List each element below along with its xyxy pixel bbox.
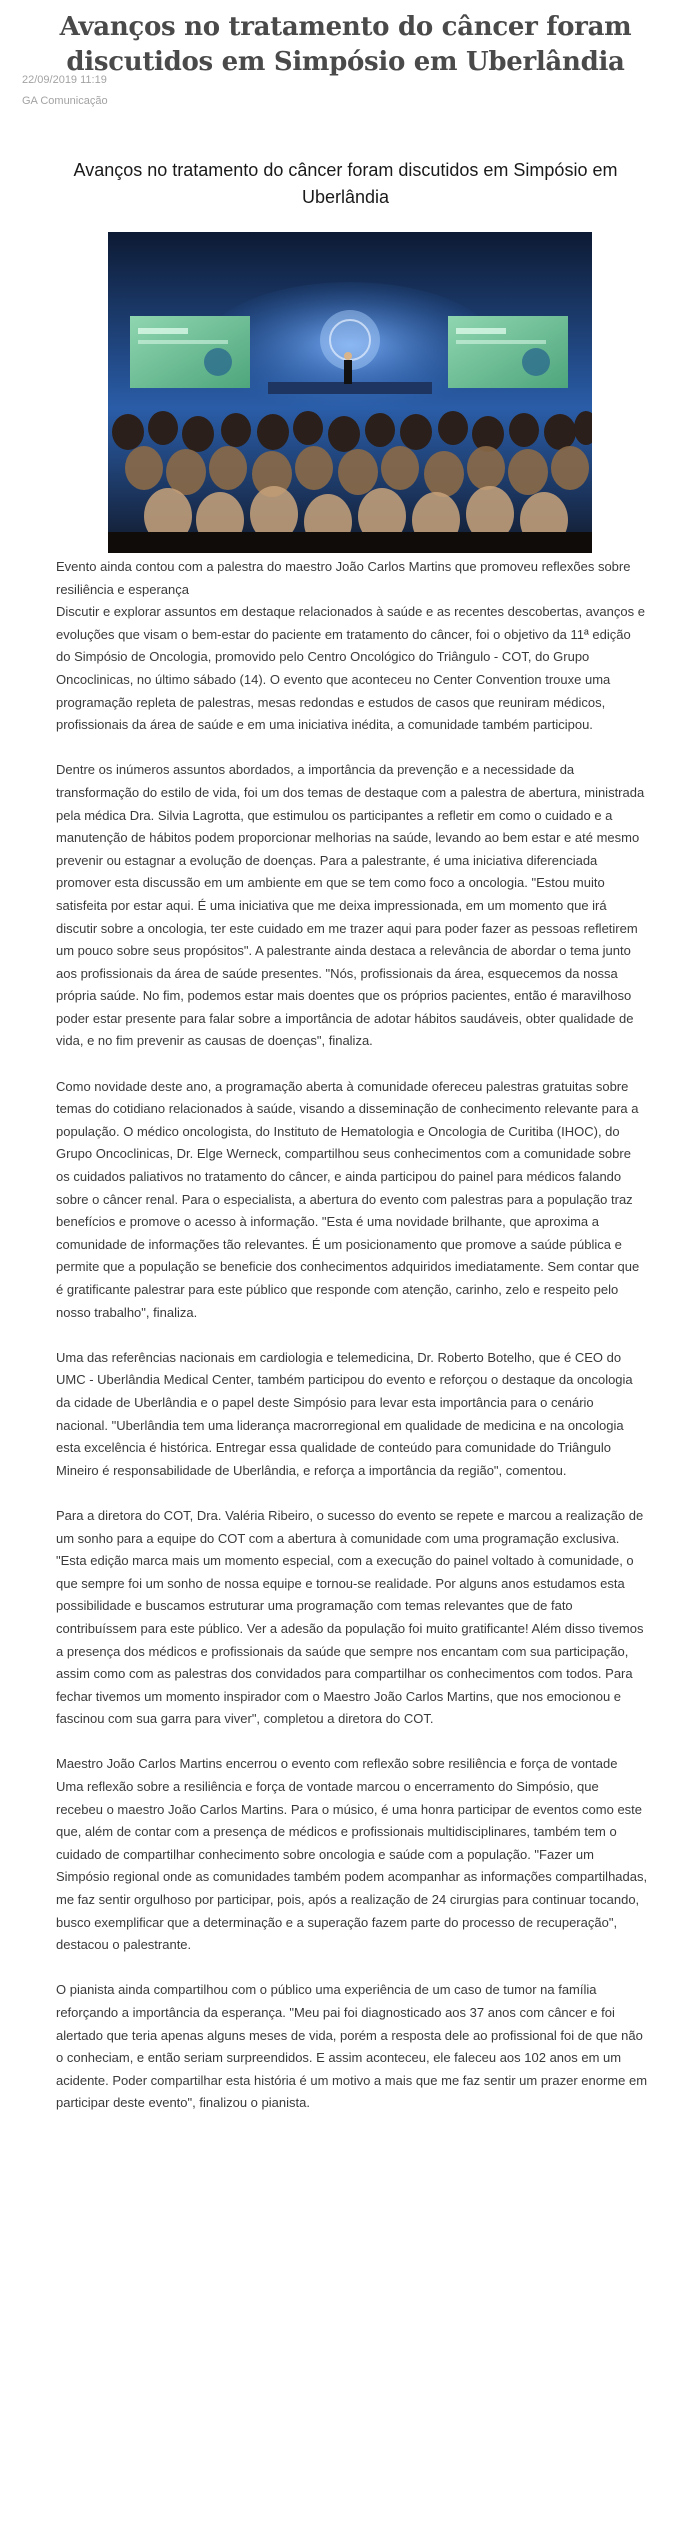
publish-date: 22/09/2019 11:19 [22, 74, 107, 86]
page-title: Avanços no tratamento do câncer foram discutidos em Simpósio em Uberlândia [59, 12, 632, 77]
article-paragraph: Para a diretora do COT, Dra. Valéria Ribeiro, o sucesso do evento se repete e marcou a realização de um sonho para a equipe do COT com a abertura à comunidade com uma programação exclusiva. "Esta edição marca mais um momento especial, com a execução do painel voltado à comunidade, o que sempre foi um sonho de nossa equipe e tornou-se realidade. Por alguns anos estudamos esta possibilidade e buscamos estruturar uma programação com temas relevantes que de fato contribuíssem para este público. Ver a adesão da população foi muito gratificante! Além disso tivemos a presença dos médicos e profissionais da saúde que sempre nos encantam com sua participação, assim como com as palestras dos convidados para compartilhar os conhecimentos com todos. Para fechar tivemos um momento inspirador com o Maestro João Carlos Martins, que nos emocionou e fascinou com sua garra para viver", completou a diretora do COT. [56, 1507, 644, 1727]
article-paragraph: Como novidade deste ano, a programação aberta à comunidade ofereceu palestras gratuitas sobre temas do cotidiano relacionados à saúde, visando a disseminação de conhecimento relevante para a população. O médico oncologista, do Instituto de Hematologia e Oncologia de Curitiba (IHOC), do Grupo Oncoclinicas, Dr. Elge Werneck, compartilhou seus conhecimentos com a comunidade sobre os cuidados paliativos no tratamento do câncer, e ainda participou do painel para médicos falando sobre o câncer renal. Para o especialista, a abertura do evento com palestras para a população traz benefícios e promove o acesso à informação. "Esta é uma novidade brilhante, que aproxima a comunidade de informações tão relevantes. É um posicionamento que promove a saúde pública e permite que a população se beneficie dos conhecimentos adquiridos imediatamente. Sem contar que é gratificante palestrar para este público que responde com atenção, carinho, zelo e respeito pelo nosso trabalho", finaliza. [56, 1078, 640, 1320]
page-header [0, 0, 691, 80]
article-subtitle: Evento ainda contou com a palestra do maestro João Carlos Martins que promoveu reflexões sobre resiliência e esperança [56, 559, 631, 597]
auditorium-illustration [108, 232, 592, 553]
right-screen [448, 316, 568, 388]
article-paragraph: Discutir e explorar assuntos em destaque relacionados à saúde e as recentes descobertas, avanços e evoluções que visam o bem-estar do paciente em tratamento do câncer, foi o objetivo da 11ª edição do Simpósio de Oncologia, promovido pelo Centro Oncológico do Triângulo - COT, do Grupo Oncoclinicas, no último sábado (14). O evento que aconteceu no Center Convention trouxe uma programação repleta de palestras, mesas redondas e estudos de casos que reuniram médicos, profissionais da área de saúde e em uma iniciativa inédita, a comunidade também participou. [56, 604, 645, 733]
article-paragraph: Uma das referências nacionais em cardiologia e telemedicina, Dr. Roberto Botelho, que é CEO do UMC - Uberlândia Medical Center, também participou do evento e reforçou o destaque da oncologia da cidade de Uberlândia e o papel deste Simpósio para levar esta importância para o cenário nacional. "Uberlândia tem uma liderança macrorregional em qualidade de medicina e na oncologia esta excelência é histórica. Entregar essa qualidade de conteúdo para comunidade do Triângulo Mineiro é responsabilidade de Uberlândia, e reforça a importância da região", comentou. [56, 1349, 633, 1478]
article-section-heading: Maestro João Carlos Martins encerrou o evento com reflexão sobre resiliência e força de vontade [56, 1756, 618, 1772]
article-body [56, 556, 648, 2115]
article-paragraph: O pianista ainda compartilhou com o público uma experiência de um caso de tumor na família reforçando a importância da esperança. "Meu pai foi diagnosticado aos 37 anos com câncer e foi alertado que teria apenas alguns meses de vida, porém a resposta dele ao profissional foi de que não o conheciam, e então seriam surpreendidos. E assim aconteceu, ele faleceu aos 102 anos em um acidente. Poder compartilhar esta história é um motivo a mais que me faz sentir um prazer enorme em participar deste evento", finalizou o pianista. [56, 1982, 648, 2111]
left-screen [130, 316, 250, 388]
article-title: Avanços no tratamento do câncer foram discutidos em Simpósio em Uberlândia [73, 160, 618, 207]
article-photo [108, 232, 592, 553]
article-paragraph: Uma reflexão sobre a resiliência e força de vontade marcou o encerramento do Simpósio, que recebeu o maestro João Carlos Martins. Para o músico, é uma honra participar de eventos como este que, além de contar com a presença de médicos e profissionais multidisciplinares, também tem o cuidado de compartilhar conhecimento sobre oncologia e saúde com a população. "Fazer um Simpósio regional onde as comunidades também podem acompanhar as informações compartilhadas, me faz sentir orgulhoso por participar, pois, após a realização de 24 cirurgias para continuar tocando, busco exemplificar que a determinação e a superação fazem parte do processo de recuperação", destacou o palestrante. [56, 1779, 648, 1953]
article-paragraph: Dentre os inúmeros assuntos abordados, a importância da prevenção e a necessidade da transformação do estilo de vida, foi um dos temas de destaque com a palestra de abertura, ministrada pela médica Dra. Silvia Lagrotta, que estimulou os participantes a refletir em como o cuidado e a manutenção de hábitos podem proporcionar melhorias na saúde, levando ao bem estar e até mesmo prevenir ou estagnar a evolução de doenças. Para a palestrante, é uma iniciativa diferenciada promover esta discussão em um ambiente em que se tem como foco a oncologia. "Estou muito satisfeita por estar aqui. É uma iniciativa que me deixa impressionada, em um momento que irá discutir sobre a oncologia, ter este cuidado em me trazer aqui para poder fazer as pessoas refletirem um pouco sobre seus propósitos". A palestrante ainda destaca a relevância de abordar o tema junto aos profissionais da área de saúde presentes. "Nós, profissionais da área, esquecemos da nossa própria saúde. No fim, podemos estar mais doentes que os próprios pacientes, então é maravilhoso poder estar presente para falar sobre a importância de adotar hábitos saudáveis, obter qualidade de vida, e no fim prevenir as causas de doenças", finaliza. [56, 762, 645, 1049]
author-name: GA Comunicação [22, 95, 108, 107]
